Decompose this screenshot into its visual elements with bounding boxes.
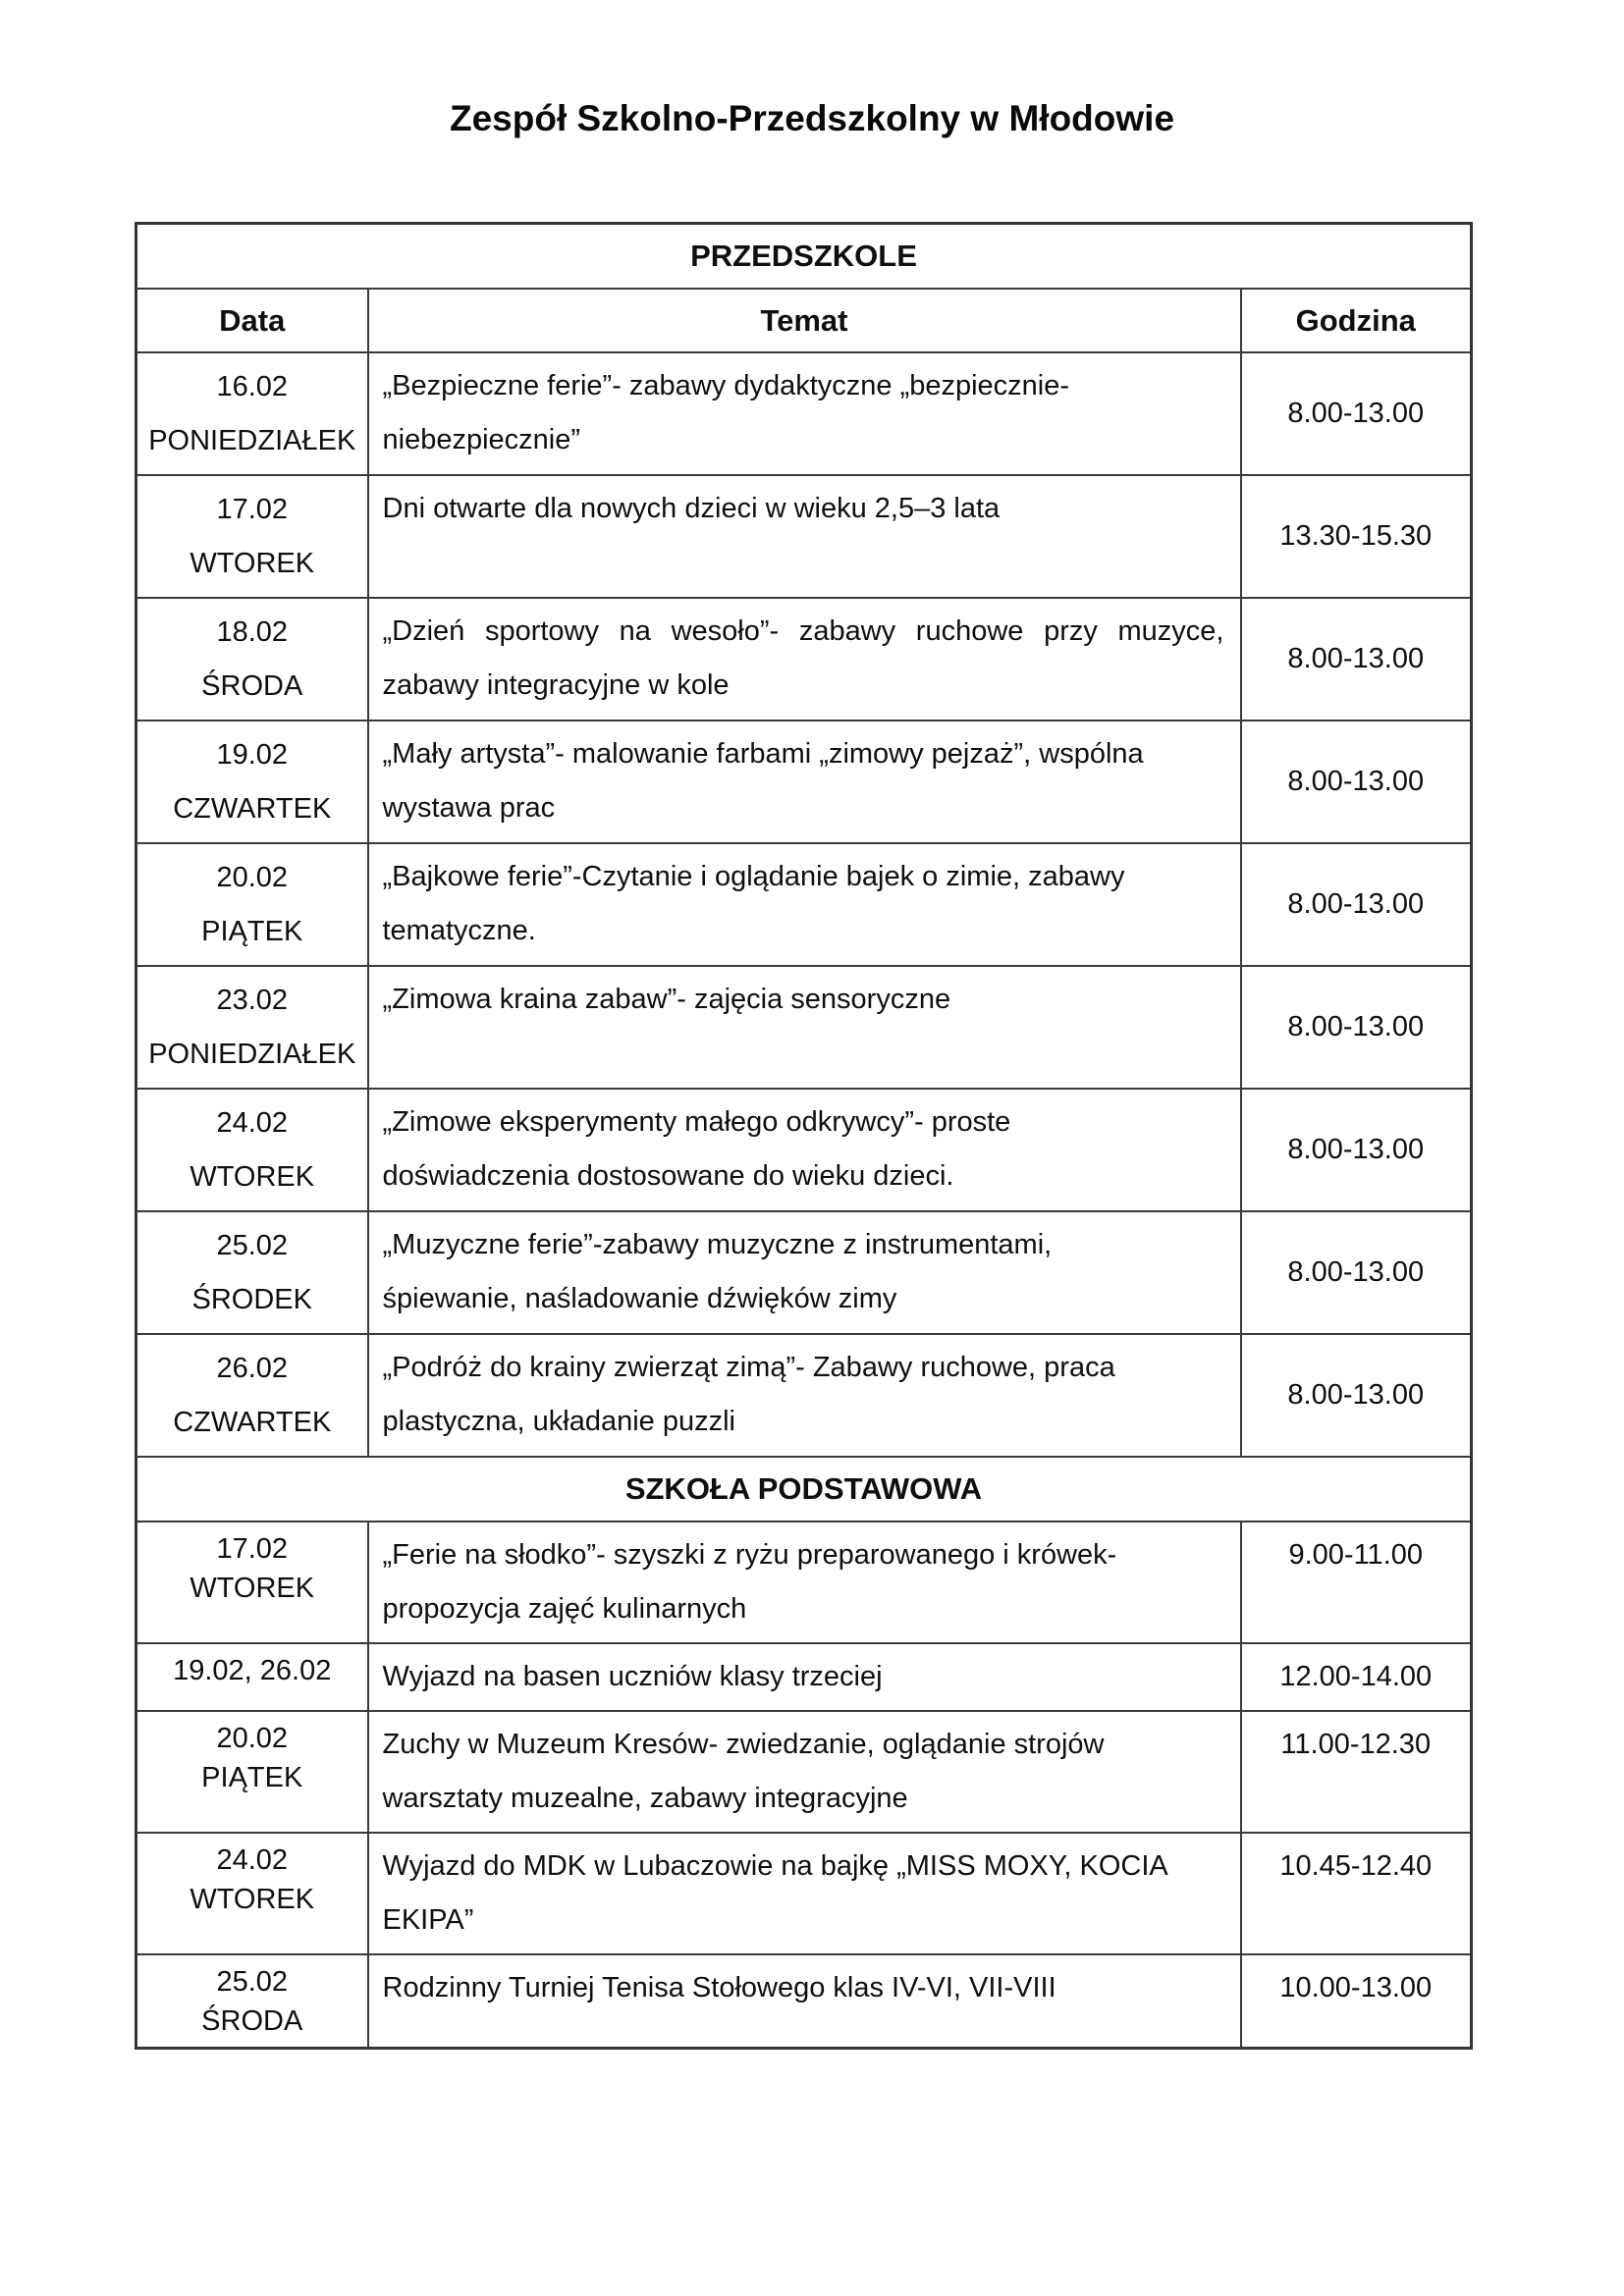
date-line: WTOREK	[189, 1573, 315, 1604]
date-line: WTOREK	[189, 1884, 315, 1915]
time-value: 13.30-15.30	[1279, 520, 1433, 552]
date-cell	[136, 475, 368, 598]
date-cell	[136, 1711, 368, 1833]
date-line: 19.02, 26.02	[173, 1655, 332, 1686]
topic-cell	[368, 1711, 1241, 1833]
time-value: 8.00-13.00	[1287, 1011, 1425, 1042]
topic-line: EKIPA”	[382, 1904, 474, 1936]
time-cell	[1241, 598, 1472, 721]
date-line: PIĄTEK	[201, 1762, 303, 1793]
topic-line: „Podróż do krainy zwierząt zimą”- Zabawy ruchowe, praca	[382, 1352, 1115, 1383]
time-cell	[1241, 352, 1472, 475]
time-cell	[1241, 475, 1472, 598]
schedule-row	[136, 1334, 1472, 1457]
schedule-row	[136, 352, 1472, 475]
topic-cell	[368, 1089, 1241, 1211]
schedule-row	[136, 1833, 1472, 1954]
time-value: 8.00-13.00	[1287, 766, 1425, 797]
topic-cell	[368, 1522, 1241, 1643]
schedule-row	[136, 1711, 1472, 1833]
time-value: 11.00-12.30	[1280, 1729, 1432, 1760]
topic-line: plastyczna, układanie puzzli	[382, 1406, 735, 1437]
section-header: PRZEDSZKOLE	[136, 224, 1472, 290]
column-header: Data	[136, 289, 368, 352]
time-value: 8.00-13.00	[1287, 1134, 1425, 1165]
section-header-row	[136, 224, 1472, 290]
date-line: 20.02	[216, 862, 289, 893]
column-header: Temat	[368, 289, 1241, 352]
topic-line: śpiewanie, naśladowanie dźwięków zimy	[382, 1283, 897, 1314]
date-line: 17.02	[216, 494, 289, 525]
topic-line: „Zimowa kraina zabaw”- zajęcia sensoryczne	[382, 984, 951, 1015]
section-header: SZKOŁA PODSTAWOWA	[136, 1457, 1472, 1522]
date-line: 24.02	[216, 1844, 289, 1876]
time-value: 8.00-13.00	[1287, 398, 1425, 429]
time-value: 8.00-13.00	[1287, 1256, 1425, 1288]
section-header-row	[136, 1457, 1472, 1522]
time-value: 9.00-11.00	[1288, 1539, 1424, 1571]
topic-line: Dni otwarte dla nowych dzieci w wieku 2,5–3 lata	[382, 493, 1001, 524]
time-value: 12.00-14.00	[1279, 1661, 1433, 1692]
topic-cell	[368, 721, 1241, 843]
schedule-table	[135, 222, 1473, 2050]
topic-line: warsztaty muzealne, zabawy integracyjne	[382, 1783, 908, 1814]
date-cell	[136, 1833, 368, 1954]
topic-line: Wyjazd do MDK w Lubaczowie na bajkę „MISS MOXY, KOCIA	[382, 1850, 1168, 1882]
date-line: WTOREK	[189, 548, 315, 579]
topic-cell	[368, 598, 1241, 721]
schedule-row	[136, 598, 1472, 721]
time-cell	[1241, 1522, 1472, 1643]
time-cell	[1241, 1833, 1472, 1954]
date-line: 20.02	[216, 1723, 289, 1754]
date-line: 19.02	[216, 739, 289, 771]
topic-line: wystawa prac	[382, 792, 556, 824]
date-line: 24.02	[216, 1107, 289, 1139]
schedule-row	[136, 1211, 1472, 1334]
topic-line: tematyczne.	[382, 915, 536, 946]
date-cell	[136, 1643, 368, 1711]
topic-cell	[368, 1643, 1241, 1711]
topic-line: doświadczenia dostosowane do wieku dzieci.	[382, 1160, 954, 1192]
time-value: 10.45-12.40	[1279, 1850, 1433, 1882]
time-cell	[1241, 1954, 1472, 2049]
topic-cell	[368, 1954, 1241, 2049]
time-value: 10.00-13.00	[1279, 1972, 1433, 2003]
date-line: 16.02	[216, 371, 289, 402]
date-line: CZWARTEK	[173, 1407, 332, 1438]
topic-line: propozycja zajęć kulinarnych	[382, 1593, 747, 1625]
schedule-row	[136, 843, 1472, 966]
column-header-row	[136, 289, 1472, 352]
schedule-row	[136, 966, 1472, 1089]
schedule-row	[136, 1643, 1472, 1711]
topic-line: Rodzinny Turniej Tenisa Stołowego klas IV-VI, VII-VIII	[382, 1972, 1056, 2003]
topic-line: niebezpiecznie”	[382, 424, 581, 455]
schedule-row	[136, 1089, 1472, 1211]
date-cell	[136, 598, 368, 721]
schedule-row	[136, 721, 1472, 843]
time-cell	[1241, 1211, 1472, 1334]
date-cell	[136, 1211, 368, 1334]
topic-line: „Muzyczne ferie”-zabawy muzyczne z instrumentami,	[382, 1229, 1053, 1260]
topic-line: „Mały artysta”- malowanie farbami „zimowy pejzaż”, wspólna	[382, 738, 1144, 770]
topic-line: Zuchy w Muzeum Kresów- zwiedzanie, oglądanie strojów	[382, 1729, 1105, 1760]
time-cell	[1241, 1643, 1472, 1711]
topic-cell	[368, 352, 1241, 475]
topic-line: „Ferie na słodko”- szyszki z ryżu preparowanego i krówek-	[382, 1539, 1117, 1571]
schedule-row	[136, 1522, 1472, 1643]
date-line: PONIEDZIAŁEK	[148, 1039, 356, 1070]
date-line: 25.02	[216, 1966, 289, 1998]
date-cell	[136, 1522, 368, 1643]
date-cell	[136, 721, 368, 843]
date-line: 23.02	[216, 985, 289, 1016]
date-cell	[136, 1334, 368, 1457]
schedule-row	[136, 475, 1472, 598]
date-line: 17.02	[216, 1533, 289, 1565]
schedule-table-body	[136, 224, 1472, 2049]
topic-line: Wyjazd na basen uczniów klasy trzeciej	[382, 1661, 883, 1692]
date-line: ŚRODA	[201, 670, 303, 702]
date-cell	[136, 352, 368, 475]
topic-cell	[368, 475, 1241, 598]
topic-line: „Zimowe eksperymenty małego odkrywcy”- proste	[382, 1106, 1011, 1138]
date-line: 26.02	[216, 1353, 289, 1384]
date-line: PIĄTEK	[201, 916, 303, 947]
time-value: 8.00-13.00	[1287, 888, 1425, 920]
date-line: ŚRODEK	[191, 1284, 312, 1315]
time-value: 8.00-13.00	[1287, 1379, 1425, 1411]
time-cell	[1241, 1334, 1472, 1457]
topic-cell	[368, 1211, 1241, 1334]
time-value: 8.00-13.00	[1287, 643, 1425, 674]
topic-line: zabawy integracyjne w kole	[382, 669, 730, 701]
topic-cell	[368, 843, 1241, 966]
date-line: ŚRODA	[201, 2005, 303, 2037]
date-cell	[136, 966, 368, 1089]
topic-cell	[368, 1334, 1241, 1457]
topic-cell	[368, 1833, 1241, 1954]
date-line: 25.02	[216, 1230, 289, 1261]
time-cell	[1241, 721, 1472, 843]
topic-cell	[368, 966, 1241, 1089]
time-cell	[1241, 1711, 1472, 1833]
time-cell	[1241, 1089, 1472, 1211]
time-cell	[1241, 966, 1472, 1089]
date-line: WTOREK	[189, 1161, 315, 1193]
topic-line: „Dzień sportowy na wesoło”- zabawy ruchowe przy muzyce,	[382, 615, 1224, 647]
document-title: Zespół Szkolno-Przedszkolny w Młodowie	[449, 98, 1175, 138]
time-cell	[1241, 843, 1472, 966]
date-line: 18.02	[216, 616, 289, 648]
date-cell	[136, 1954, 368, 2049]
date-cell	[136, 1089, 368, 1211]
topic-line: „Bezpieczne ferie”- zabawy dydaktyczne „bezpiecznie-	[382, 370, 1070, 401]
date-line: PONIEDZIAŁEK	[148, 425, 356, 456]
date-line: CZWARTEK	[173, 793, 332, 825]
topic-line: „Bajkowe ferie”-Czytanie i oglądanie bajek o zimie, zabawy	[382, 861, 1125, 892]
schedule-row	[136, 1954, 1472, 2049]
date-cell	[136, 843, 368, 966]
column-header: Godzina	[1241, 289, 1472, 352]
